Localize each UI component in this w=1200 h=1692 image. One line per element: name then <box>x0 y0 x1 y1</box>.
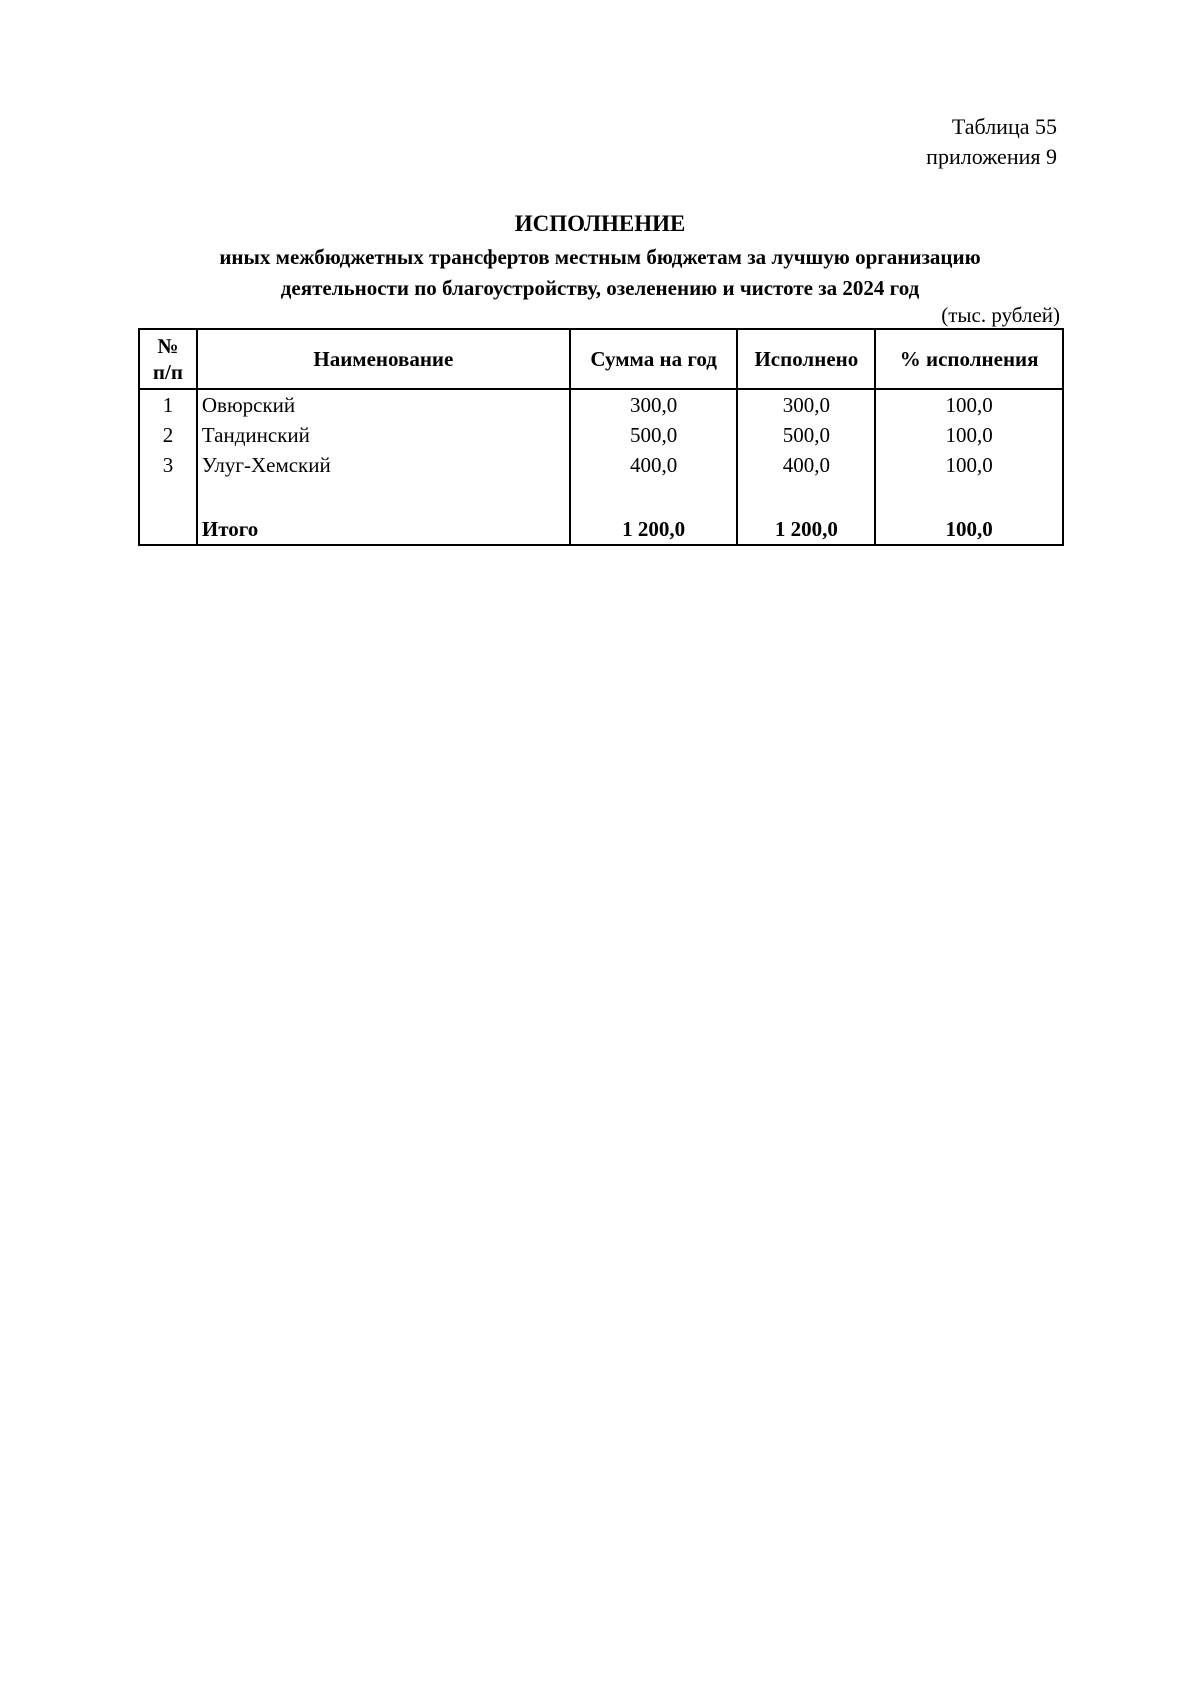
subtitle-line-2: деятельности по благоустройству, озеленению и чистоте за 2024 год <box>280 276 920 300</box>
row-sum: 400,0 <box>570 450 738 480</box>
total-done: 1 200,0 <box>737 510 875 545</box>
row-number: 3 <box>139 450 197 480</box>
total-sum: 1 200,0 <box>570 510 738 545</box>
row-name: Тандинский <box>197 420 570 450</box>
spacer-cell <box>737 480 875 510</box>
total-number <box>139 510 197 545</box>
header-number-pp: п/п <box>152 360 183 384</box>
header-done: Исполнено <box>737 329 875 389</box>
spacer-row <box>139 480 1063 510</box>
header-number-sign: № <box>157 334 179 358</box>
table-reference <box>926 112 1057 172</box>
row-name: Улуг-Хемский <box>197 450 570 480</box>
row-done: 500,0 <box>737 420 875 450</box>
total-row <box>139 510 1063 545</box>
table-header-row <box>139 329 1063 389</box>
row-done: 300,0 <box>737 389 875 420</box>
appendix-number: приложения 9 <box>926 144 1057 169</box>
header-number <box>139 329 197 389</box>
execution-table <box>138 328 1064 546</box>
row-number: 2 <box>139 420 197 450</box>
row-percent: 100,0 <box>875 450 1063 480</box>
row-sum: 300,0 <box>570 389 738 420</box>
table-row <box>139 420 1063 450</box>
spacer-cell <box>139 480 197 510</box>
total-percent: 100,0 <box>875 510 1063 545</box>
total-name: Итого <box>197 510 570 545</box>
spacer-cell <box>875 480 1063 510</box>
row-name: Овюрский <box>197 389 570 420</box>
spacer-cell <box>197 480 570 510</box>
row-sum: 500,0 <box>570 420 738 450</box>
table-row <box>139 450 1063 480</box>
table-number: Таблица 55 <box>951 114 1057 139</box>
document-title: ИСПОЛНЕНИЕ <box>514 211 686 236</box>
row-done: 400,0 <box>737 450 875 480</box>
header-name: Наименование <box>197 329 570 389</box>
row-number: 1 <box>139 389 197 420</box>
subtitle-line-1: иных межбюджетных трансфертов местным бюджетам за лучшую организацию <box>219 245 981 269</box>
document-subtitle <box>100 242 1100 304</box>
units-label: (тыс. рублей) <box>941 303 1060 327</box>
row-percent: 100,0 <box>875 420 1063 450</box>
row-percent: 100,0 <box>875 389 1063 420</box>
spacer-cell <box>570 480 738 510</box>
table-row <box>139 389 1063 420</box>
header-sum: Сумма на год <box>570 329 738 389</box>
header-percent: % исполнения <box>875 329 1063 389</box>
